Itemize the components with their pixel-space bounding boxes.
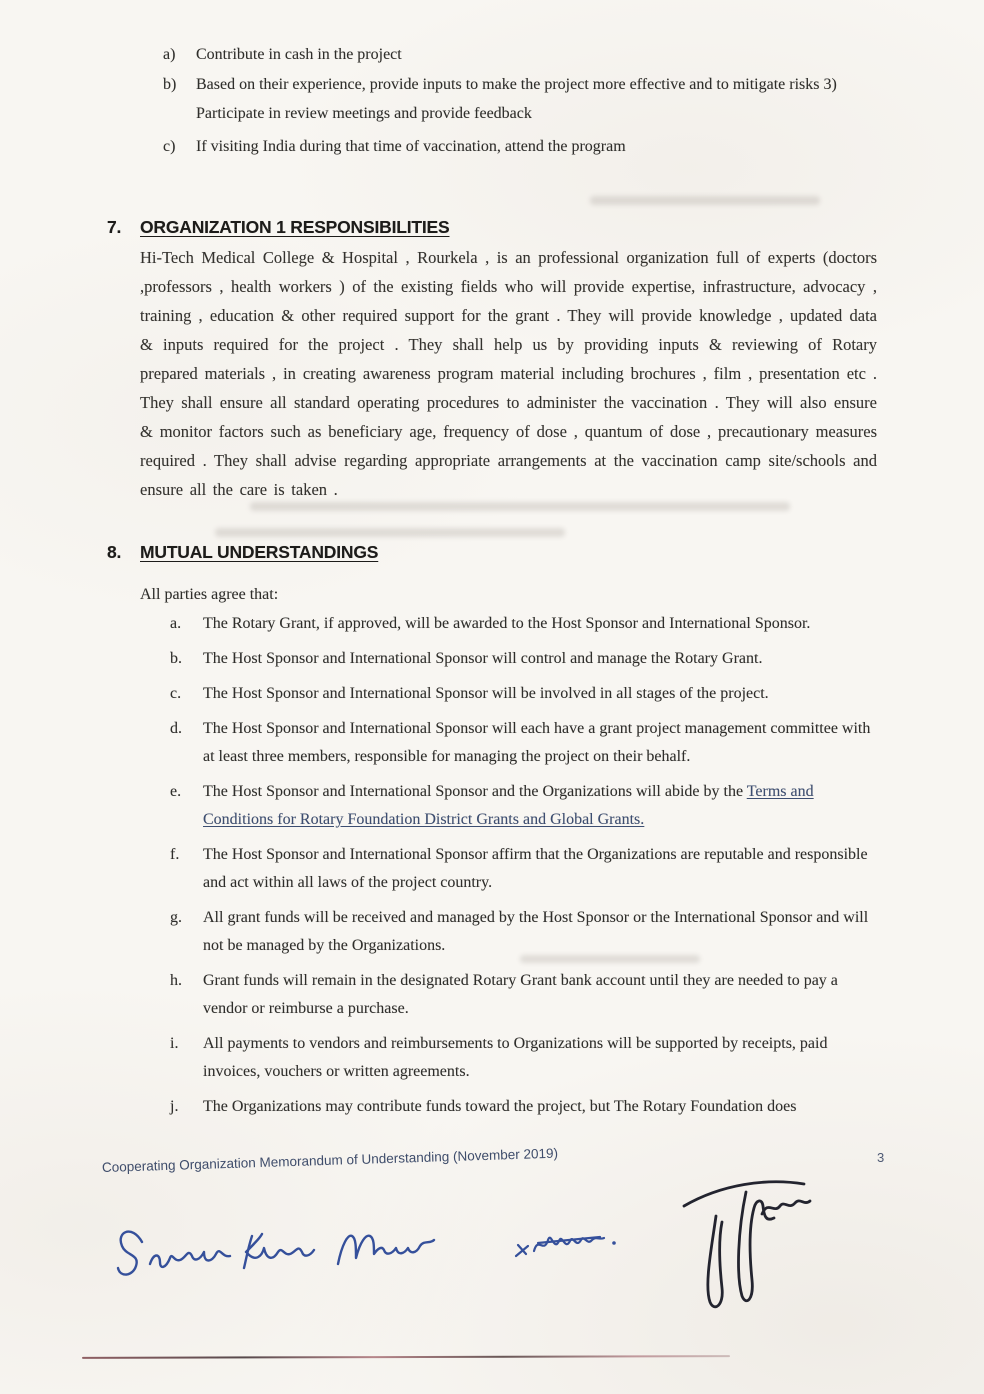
list-item-text: The Host Sponsor and International Sponsor affirm that the Organizations are reputable and responsible and act within all laws of the project country. (203, 846, 868, 891)
intro-item-b (163, 70, 877, 129)
mutual-item-c (170, 680, 882, 708)
list-item-text: All grant funds will be received and managed by the Host Sponsor or the International Sponsor and will not be managed by the Organizations. (203, 909, 869, 954)
list-marker: j. (170, 1098, 179, 1115)
list-item-text: The Organizations may contribute funds toward the project, but The Rotary Foundation does (203, 1098, 797, 1115)
footer-text: Cooperating Organization Memorandum of Understanding (November 2019) (101, 1145, 559, 1175)
mutual-item-g (170, 904, 882, 960)
list-marker: h. (170, 972, 182, 989)
list-marker: g. (170, 909, 182, 926)
signature-left-blue (112, 1220, 442, 1298)
section7-title: ORGANIZATION 1 RESPONSIBILITIES (140, 217, 450, 237)
list-item-text (203, 778, 882, 834)
mutual-item-h (170, 967, 882, 1023)
list-marker: i. (170, 1035, 179, 1052)
list-marker: f. (170, 846, 180, 863)
signature-middle-blue (508, 1226, 640, 1272)
list-marker: d. (170, 720, 182, 737)
mutual-item-f (170, 841, 882, 897)
list-item-text: Based on their experience, provide inputs to make the project more effective and to mitigate risks 3) Participate in review meetings and provide feedback (196, 75, 837, 122)
list-marker: e. (170, 783, 182, 800)
mutual-item-i (170, 1030, 882, 1086)
list-marker: a) (163, 46, 176, 63)
mutual-item-e (170, 778, 882, 834)
terms-and-conditions-link: Terms and Conditions for Rotary Foundation District Grants and Global Grants. (203, 783, 814, 828)
list-item-text: Grant funds will remain in the designated Rotary Grant bank account until they are needed to pay a vendor or reimburse a purchase. (203, 972, 838, 1017)
section8-number: 8. (107, 542, 122, 562)
list-item-text: If visiting India during that time of vaccination, attend the program (196, 137, 626, 155)
mutual-item-b (170, 645, 882, 673)
mutual-item-a (170, 610, 882, 638)
mutual-item-j (170, 1093, 882, 1121)
list-marker: b. (170, 650, 182, 667)
list-item-text: The Host Sponsor and International Sponsor will control and manage the Rotary Grant. (203, 650, 763, 667)
list-marker: c. (170, 685, 182, 702)
mutual-item-d (170, 715, 882, 771)
section8-title: MUTUAL UNDERSTANDINGS (140, 542, 379, 562)
bleed-through-smudge (215, 528, 565, 537)
item-text-plain: The Host Sponsor and International Sponsor and the Organizations will abide by the (203, 783, 747, 800)
page-number: 3 (877, 1150, 885, 1165)
list-marker: c) (163, 137, 176, 155)
list-item-text: The Host Sponsor and International Sponsor will each have a grant project management committee with at least three members, responsible for managing the project on their behalf. (203, 720, 871, 765)
bleed-through-smudge (590, 196, 820, 205)
intro-item-a (163, 40, 877, 70)
section7-number: 7. (107, 217, 122, 237)
list-item-text: The Rotary Grant, if approved, will be awarded to the Host Sponsor and International Sponsor. (203, 615, 811, 632)
list-item-text: Contribute in cash in the project (196, 46, 402, 63)
intro-list (163, 40, 877, 161)
list-marker: b) (163, 75, 177, 93)
signature-right-black (642, 1170, 814, 1335)
list-marker: a. (170, 615, 182, 632)
section8-lead: All parties agree that: (140, 586, 279, 603)
mutual-understandings-list (170, 610, 882, 1128)
list-item-text: All payments to vendors and reimbursements to Organizations will be supported by receipts, paid invoices, vouchers or written agreements. (203, 1035, 828, 1080)
separator-line (82, 1355, 730, 1359)
list-item-text: The Host Sponsor and International Sponsor will be involved in all stages of the project. (203, 685, 769, 702)
intro-item-c (163, 132, 877, 162)
section7-body: Hi-Tech Medical College & Hospital , Rourkela , is an professional organization full of experts (doctors ,professors , health workers ) of the existing fields who will provide expertise, infrastructure, advocacy , training , education & other required support for the grant . They will provide knowledge , updated data & inputs required for the project . They shall help us by providing inputs & reviewing of Rotary prepared materials , in creating awareness program material including brochures , film , presentation etc . They shall ensure all standard operating procedures to administer the vaccination . They will also ensure & monitor factors such as beneficiary age, frequency of dose , quantum of dose , precautionary measures required . They shall advise regarding appropriate arrangements at the vaccination camp site/schools and ensure all the care is taken . (140, 248, 877, 499)
